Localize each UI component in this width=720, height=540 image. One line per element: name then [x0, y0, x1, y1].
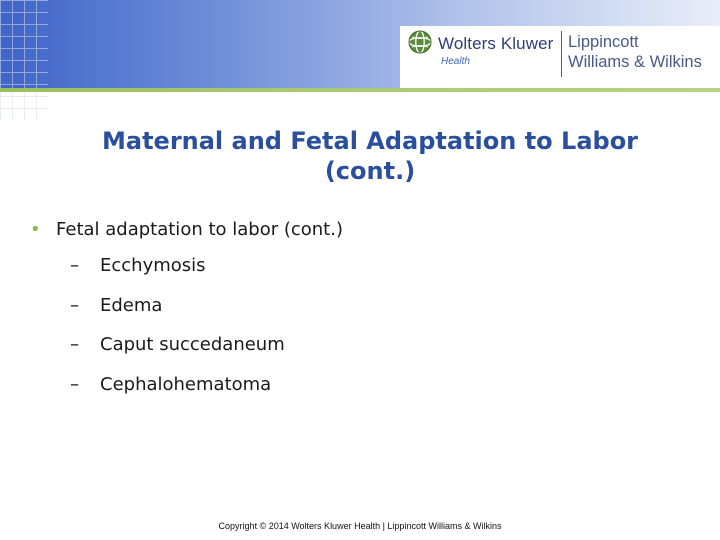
header-accent-strip — [0, 88, 720, 92]
slide-title-line1: Maternal and Fetal Adaptation to Labor — [101, 127, 639, 155]
sub-bullet-marker: – — [70, 334, 79, 355]
bullet-list — [30, 212, 343, 248]
sub-bullet-text: Edema — [100, 294, 163, 316]
logo-divider — [561, 31, 562, 77]
brand-health: Health — [441, 56, 470, 67]
sub-bullet-text: Ecchymosis — [100, 255, 206, 276]
slide-title — [40, 126, 700, 186]
brand-lww-line2: Williams & Wilkins — [568, 53, 702, 71]
sub-bullet-text: Caput succedaneum — [100, 334, 285, 355]
brand-wolters-kluwer: Wolters Kluwer — [438, 34, 554, 53]
sub-bullet-item — [40, 329, 285, 369]
decorative-grid — [0, 0, 48, 120]
bullet-marker: • — [30, 219, 41, 240]
footer-copyright: Copyright © 2014 Wolters Kluwer Health | Lippincott Williams & Wilkins — [218, 521, 502, 531]
sub-bullet-item — [40, 369, 285, 409]
sub-bullet-list — [40, 250, 285, 408]
sub-bullet-marker: – — [70, 294, 79, 316]
globe-icon — [408, 30, 432, 54]
bullet-item — [30, 212, 343, 248]
sub-bullet-marker: – — [70, 255, 79, 276]
bullet-text: Fetal adaptation to labor (cont.) — [56, 219, 343, 240]
sub-bullet-marker: – — [70, 373, 79, 395]
sub-bullet-item — [40, 290, 285, 330]
brand-lippincott-williams-wilkins — [568, 32, 702, 72]
sub-bullet-item — [40, 250, 285, 290]
slide-title-line2: (cont.) — [324, 157, 416, 185]
brand-lww-line1: Lippincott — [568, 33, 639, 51]
sub-bullet-text: Cephalohematoma — [100, 373, 272, 395]
